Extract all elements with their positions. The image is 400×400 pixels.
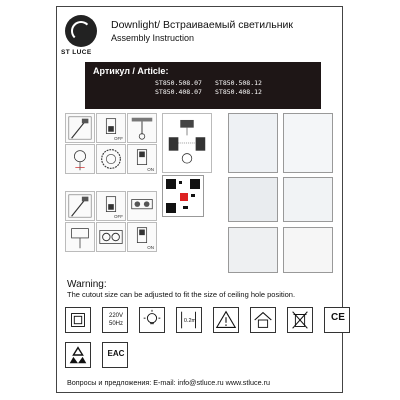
qr-finder xyxy=(166,203,176,213)
wiring-icon xyxy=(66,145,94,173)
off-label: OFF xyxy=(114,136,123,141)
warning-triangle-icon xyxy=(213,307,239,333)
article-code: ST850.508.12 xyxy=(215,79,262,87)
step-panel xyxy=(65,113,95,143)
app-connection-diagram xyxy=(162,113,212,173)
recycle-icon xyxy=(65,342,91,368)
voltage-label: 220V xyxy=(108,313,123,319)
app-screenshot xyxy=(283,113,333,173)
document-title: Downlight/ Встраиваемый светильник xyxy=(111,19,293,31)
distance-spec xyxy=(176,307,202,333)
warning-text: The cutout size can be adjusted to fit the size of ceiling hole position. xyxy=(67,290,296,299)
ce-label: CE xyxy=(331,312,345,323)
qr-code[interactable] xyxy=(162,175,204,217)
step-panel xyxy=(127,222,157,252)
qr-module xyxy=(191,194,195,197)
article-codes xyxy=(155,79,275,97)
qr-center-logo xyxy=(180,193,188,201)
app-screenshot xyxy=(283,227,333,273)
voltage-spec xyxy=(102,307,128,333)
frequency-label: 50Hz xyxy=(108,321,123,327)
brand-logo xyxy=(65,15,97,47)
article-label: Артикул / Article: xyxy=(93,66,169,76)
qr-module xyxy=(179,181,182,184)
contact-info: Вопросы и предложения: E-mail: info@stluce.ru www.stluce.ru xyxy=(67,378,270,387)
wiring-icon xyxy=(66,223,94,251)
app-screenshot xyxy=(283,177,333,222)
double-fixture-icon xyxy=(128,192,156,220)
warning-title: Warning: xyxy=(67,279,107,290)
ceiling-drill-icon xyxy=(66,192,94,220)
app-screenshot xyxy=(228,227,278,273)
article-code: ST850.408.07 xyxy=(155,88,202,96)
ce-mark xyxy=(324,307,350,333)
instruction-sheet xyxy=(56,6,343,393)
step-panel xyxy=(65,144,95,174)
article-banner xyxy=(85,62,321,109)
step-panel xyxy=(96,144,126,174)
fixture-ring-icon xyxy=(97,145,125,173)
on-label: ON xyxy=(147,167,154,172)
wifi-router-icon xyxy=(163,114,211,172)
brand-name: ST LUCE xyxy=(61,49,92,56)
step-panel xyxy=(96,222,126,252)
step-panel xyxy=(96,113,126,143)
app-screenshot xyxy=(228,113,278,173)
qr-finder xyxy=(166,179,176,189)
distance-label: 0.2m xyxy=(183,318,197,324)
double-ring-icon xyxy=(97,223,125,251)
qr-finder xyxy=(190,179,200,189)
step-panel xyxy=(127,113,157,143)
step-panel xyxy=(65,222,95,252)
step-panel xyxy=(96,191,126,221)
indoor-use-icon xyxy=(250,307,276,333)
ceiling-drill-icon xyxy=(66,114,94,142)
document-subtitle: Assembly Instruction xyxy=(111,33,195,43)
eac-mark xyxy=(102,342,128,368)
step-panel xyxy=(65,191,95,221)
double-insulation-icon xyxy=(65,307,91,333)
instruction-panels xyxy=(65,113,335,273)
off-label: OFF xyxy=(114,214,123,219)
step-panel xyxy=(127,144,157,174)
article-code: ST850.408.12 xyxy=(215,88,262,96)
light-bulb-icon xyxy=(139,307,165,333)
article-code: ST850.508.07 xyxy=(155,79,202,87)
step-panel xyxy=(127,191,157,221)
app-screenshot xyxy=(228,177,278,222)
qr-module xyxy=(183,206,188,209)
on-label: ON xyxy=(147,245,154,250)
no-trash-disposal-icon xyxy=(287,307,313,333)
mounting-icon xyxy=(128,114,156,142)
logo-arc-icon xyxy=(71,21,91,41)
eac-label: EAC xyxy=(107,349,125,358)
